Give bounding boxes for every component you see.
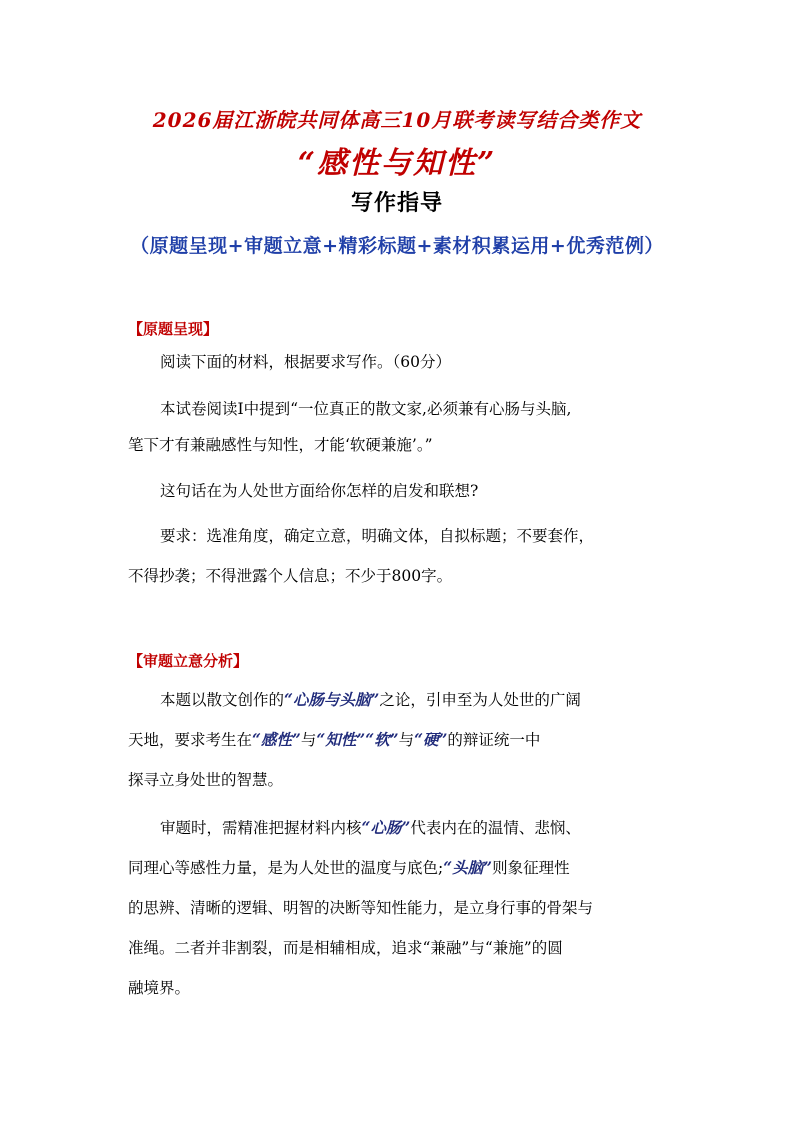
text-span: 与 — [300, 731, 317, 749]
text-span: 本题以散文创作的 — [160, 691, 285, 709]
paragraph-line — [128, 858, 570, 878]
text-span: 同理心等感性力量，是为人处世的温度与底色; — [128, 859, 444, 877]
highlight-term: “硬” — [414, 730, 448, 749]
doc-subtitle: 写作指导 — [350, 190, 443, 216]
paragraph-line — [160, 818, 581, 838]
doc-title-line: 2026届江浙皖共同体高三10月联考读写结合类作文 — [152, 108, 642, 132]
paragraph-line — [128, 730, 540, 750]
text-span: 与 — [398, 731, 415, 749]
paragraph-line: 笔下才有兼融感性与知性，才能‘软硬兼施’。” — [128, 436, 433, 454]
text-span: 之论，引申至为人处世的广阔 — [379, 691, 581, 709]
doc-main-title: “感性与知性” — [297, 146, 497, 181]
section-heading-original: 【原题呈现】 — [128, 320, 219, 338]
paragraph-line: 本试卷阅读Ⅰ中提到“一位真正的散文家,必须兼有心肠与头脑, — [160, 400, 572, 418]
paragraph-line: 的思辨、清晰的逻辑、明智的决断等知性能力，是立身行事的骨架与 — [128, 899, 594, 917]
paragraph-line: 探寻立身处世的智慧。 — [128, 771, 284, 789]
highlight-term: “心肠与头脑” — [284, 690, 380, 709]
paragraph-line: 这句话在为人处世方面给你怎样的启发和联想? — [160, 482, 479, 500]
text-span: 则象征理性 — [492, 859, 570, 877]
text-span: 代表内在的温情、悲悯、 — [410, 819, 581, 837]
paragraph-line: 不得抄袭；不得泄露个人信息；不少于800字。 — [128, 567, 453, 585]
highlight-term: “软” — [365, 730, 399, 749]
paragraph-line: 要求：选准角度，确定立意，明确文体，自拟标题；不要套作， — [160, 527, 595, 545]
highlight-term: “头脑” — [443, 858, 493, 877]
paragraph-line — [160, 690, 581, 710]
text-span: 的辩证统一中 — [447, 731, 541, 749]
highlight-term: “感性” — [252, 730, 301, 749]
paragraph-line: 阅读下面的材料，根据要求写作。（60分） — [160, 353, 451, 371]
paragraph-line: 融境界。 — [128, 979, 191, 997]
text-span: 审题时，需精准把握材料内核 — [160, 819, 362, 837]
highlight-term: “知性” — [316, 730, 366, 749]
text-span: 天地，要求考生在 — [128, 731, 253, 749]
section-heading-analysis: 【审题立意分析】 — [128, 652, 249, 670]
paragraph-line: 准绳。二者并非割裂，而是相辅相成，追求“兼融”与“兼施”的圆 — [128, 939, 563, 957]
doc-contents-note: （原题呈现+审题立意+精彩标题+素材积累运用+优秀范例） — [130, 235, 664, 257]
highlight-term: “心肠” — [361, 818, 411, 837]
